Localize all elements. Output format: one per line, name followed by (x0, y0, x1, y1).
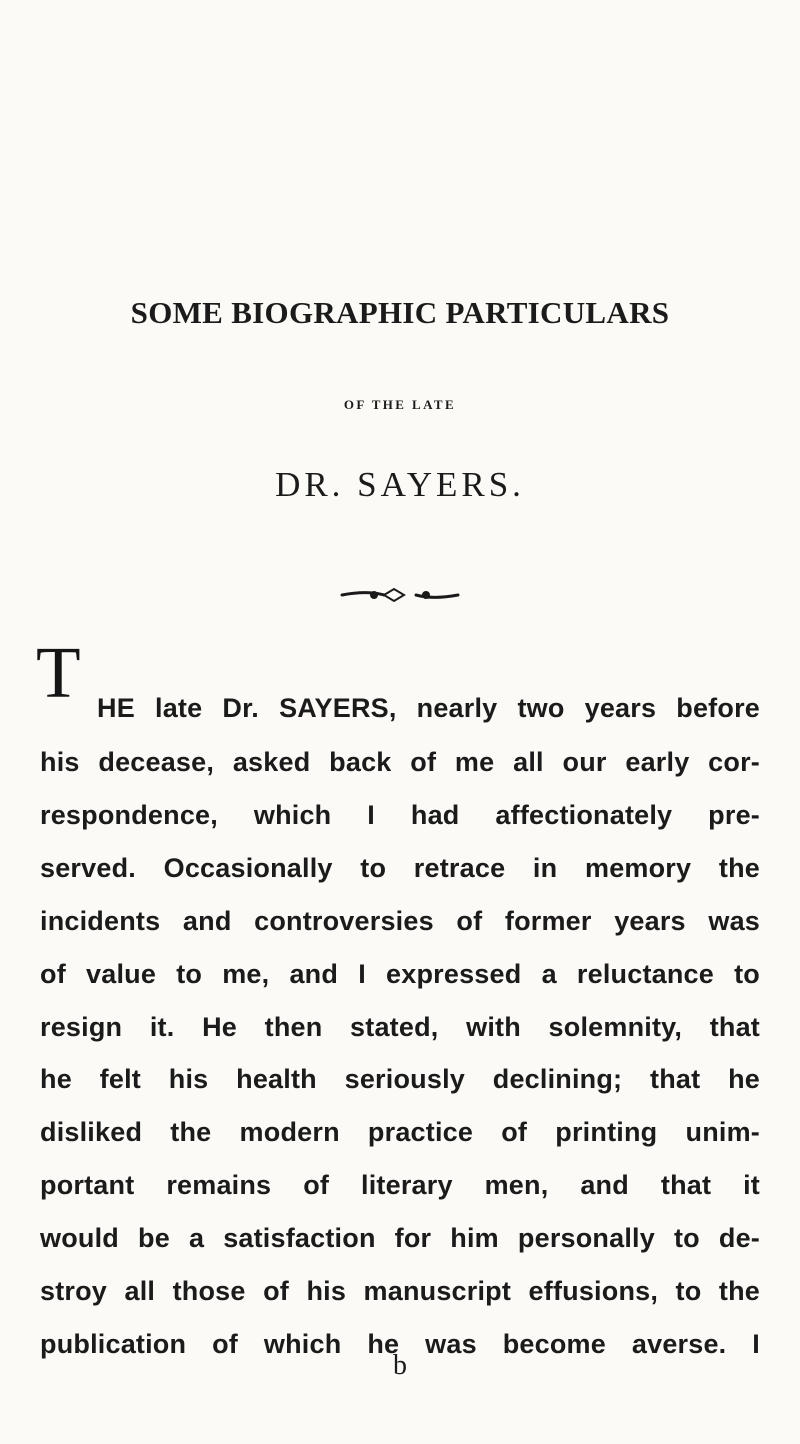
body-line: would be a satisfaction for him personally to de- (40, 1223, 760, 1253)
body-line: served. Occasionally to retrace in memory the (40, 853, 760, 883)
body-line: resign it. He then stated, with solemnity, that (40, 1012, 760, 1042)
body-line: respondence, which I had affectionately pre- (40, 800, 760, 830)
body-text (40, 0, 760, 1444)
signature-mark: b (393, 1350, 407, 1381)
body-line: publication of which he was become averse. I (40, 1329, 760, 1359)
body-line: portant remains of literary men, and that it (40, 1170, 760, 1200)
subject-name: DR. SAYERS. (275, 465, 525, 504)
body-line: stroy all those of his manuscript effusions, to the (40, 1276, 760, 1306)
body-line: his decease, asked back of me all our early cor- (40, 747, 760, 777)
body-line: he felt his health seriously declining; that he (40, 1064, 760, 1094)
body-line: disliked the modern practice of printing unim- (40, 1117, 760, 1147)
body-line: incidents and controversies of former years was (40, 906, 760, 936)
drop-cap: T (36, 632, 81, 713)
body-line: HE late Dr. SAYERS, nearly two years before (97, 693, 760, 723)
page-title: SOME BIOGRAPHIC PARTICULARS (130, 295, 670, 330)
body-line: of value to me, and I expressed a reluctance to (40, 959, 760, 989)
page-subtitle: OF THE LATE (343, 397, 457, 412)
